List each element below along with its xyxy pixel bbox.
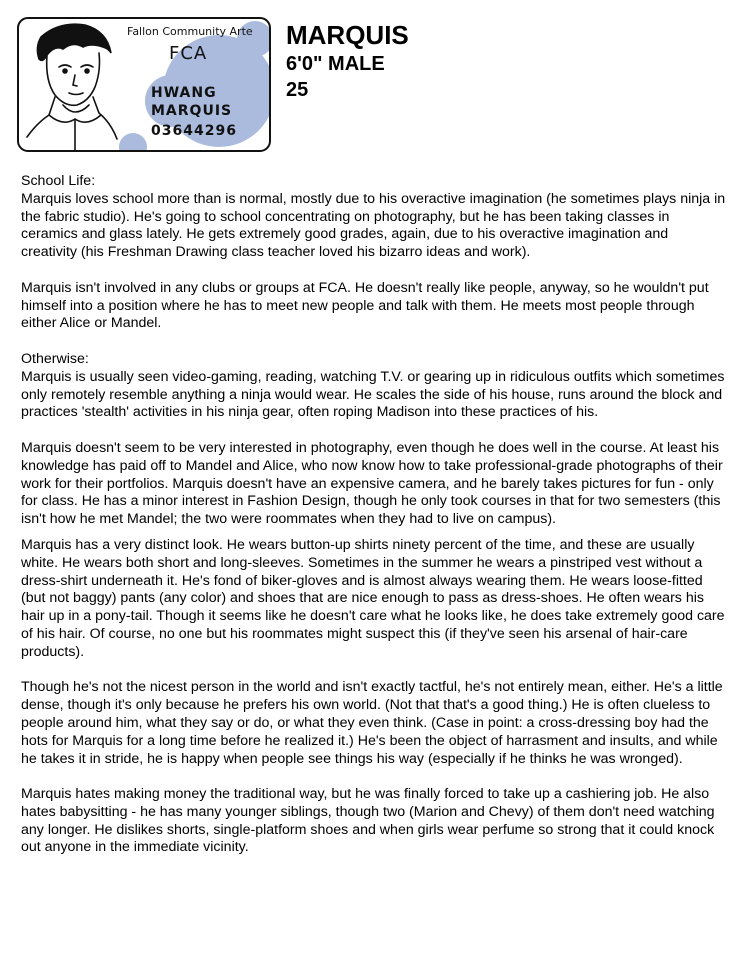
otherwise-paragraph-1: Marquis is usually seen video-gaming, reading, watching T.V. or gearing up in ridiculous outfits which sometimes only remotely resemble anything a ninja would wear. He scales the side of his house, runs around the block and practices 'stealth' activities in his ninja gear, often roping Madison into these practices of his.: [21, 368, 725, 421]
school-life-paragraph-2: Marquis isn't involved in any clubs or groups at FCA. He doesn't really like people, anyway, so he wouldn't put himself into a position where he has to meet new people and talk with them. He meets most people through either Alice or Mandel.: [21, 279, 709, 332]
school-life-heading: School Life:: [21, 173, 96, 189]
student-id-card: [17, 17, 271, 152]
card-surname: HWANG: [151, 85, 217, 101]
school-life-paragraph-1: Marquis loves school more than is normal, mostly due to his overactive imagination (he sometimes plays ninja in the fabric studio). He's going to school concentrating on photography, but he has been taking classes in ceramics and glass lately. He gets extremely good grades, again, due to his overactive imagination and creativity (his Freshman Drawing class teacher loved his bizarro ideas and work).: [21, 190, 726, 261]
portrait-drawing: [27, 24, 117, 150]
card-abbreviation: FCA: [169, 43, 208, 64]
card-given-name: MARQUIS: [151, 103, 233, 119]
otherwise-paragraph-2: Marquis doesn't seem to be very interested in photography, even though he does well in the course. At least his knowledge has paid off to Mandel and Alice, who now know how to take professional-grade photographs of their work for their portfolios. Marquis doesn't have an expensive camera, and he barely takes pictures for fun - only for class. He has a minor interest in Fashion Design, though he only took courses in that for two semesters (this isn't how he met Mandel; the two were roommates when they had to live on campus).: [21, 439, 723, 528]
personality-paragraph: Though he's not the nicest person in the world and isn't exactly tactful, he's not entirely mean, either. He's a little dense, though it's only because he prefers his own world. (Not that that's a good thing.) He is often clueless to people around him, what they say or do, or what they even think. (Case in point: a cross-dressing boy had the hots for Marquis for a long time before he realized it.) He's been the object of harrasment and insults, and while he takes it in stride, he is happy when people see things his way (especially if he thinks he was wronged).: [21, 679, 723, 767]
character-age: 25: [286, 79, 309, 101]
character-height-gender: 6'0" MALE: [286, 53, 385, 75]
character-biography: [21, 173, 726, 875]
appearance-paragraph: Marquis has a very distinct look. He wears button-up shirts ninety percent of the time, and these are usually white. He wears both short and long-sleeves. Sometimes in the summer he wears a pinstriped vest without a dress-shirt underneath it. He's fond of biker-gloves and is almost always wearing them. He wears loose-fitted (but not baggy) pants (any color) and shoes that are nice enough to pass as dress-shoes. He often wears his hair up in a pony-tail. Though it seems like he doesn't care what he looks like, he does take extremely good care of his hair. Of course, no one but his roommates might suspect this (if they've seen his arsenal of hair-care products).: [21, 536, 725, 660]
card-id-number: 03644296: [151, 123, 237, 139]
character-header: [286, 22, 409, 100]
decor-circle-medium: [145, 75, 197, 127]
dislikes-paragraph: Marquis hates making money the traditional way, but he was finally forced to take up a cashiering job. He also hates babysitting - he has many younger siblings, though two (Marion and Chevy) of them don't need watching any longer. He dislikes shorts, single-platform shoes and when girls wear perfume so strong that it could knock out anyone in the immediate vicinity.: [21, 786, 715, 856]
character-name: MARQUIS: [286, 20, 409, 50]
otherwise-heading: Otherwise:: [21, 350, 89, 367]
decor-circle-tiny: [119, 133, 147, 150]
card-organization: Fallon Community Arte: [127, 25, 253, 38]
